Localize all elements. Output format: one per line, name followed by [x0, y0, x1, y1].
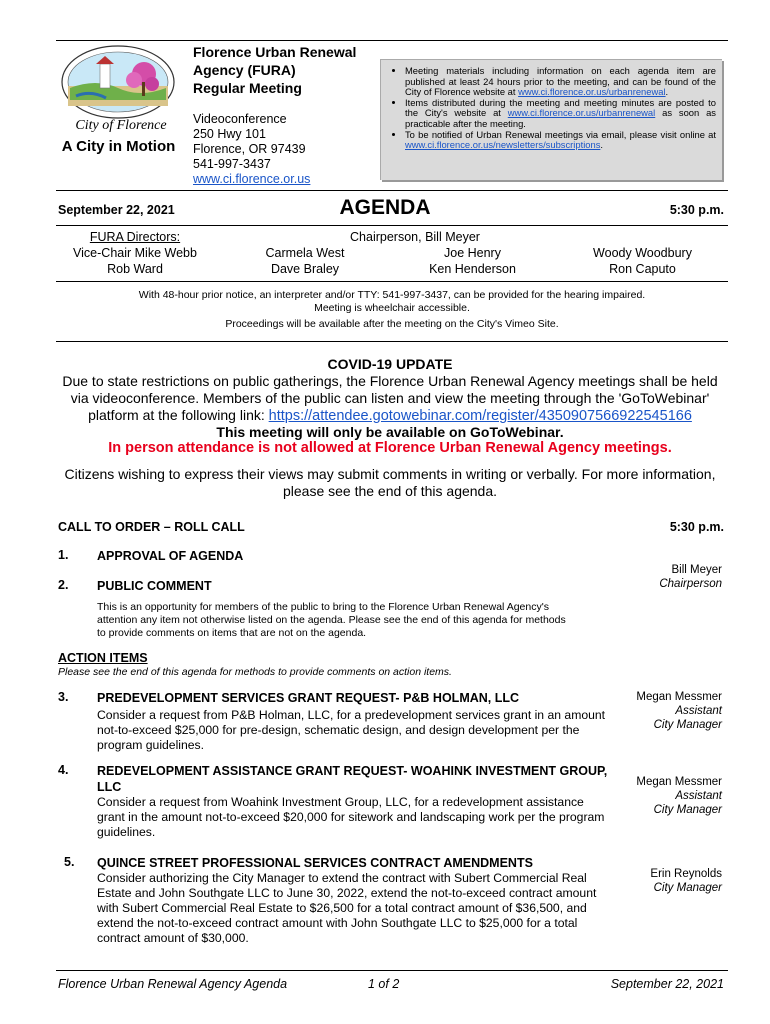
director-name: Joe Henry [444, 246, 501, 260]
meeting-time: 5:30 p.m. [669, 203, 724, 217]
director-name: Ron Caputo [609, 262, 676, 276]
item-number: 5. [64, 855, 75, 869]
staff-role: City Manager [653, 882, 722, 894]
item-description: Consider a request from P&B Holman, LLC, for a predevelopment services grant in an amount not-to-exceed $25,000 for pre-design, schematic design, and design development per the program guidelines. [97, 708, 606, 752]
director-name: Carmela West [265, 246, 345, 260]
accessibility-line: With 48-hour prior notice, an interpreter and/or TTY: 541-997-3437, can be provided for the hearing impaired. [138, 289, 646, 301]
notice-item: • To be notified of Urban Renewal meetings via email, please visit online at www.ci.florence.or.us/newsletters/subscriptions. [405, 130, 716, 151]
covid-body: via videoconference. Members of the public can listen and view the meeting through the 'GoToWebinar' [70, 390, 710, 406]
logo-tagline: A City in Motion [61, 138, 176, 155]
directors-col4 [570, 245, 715, 277]
citizens-note: please see the end of this agenda. [282, 483, 498, 499]
address-line: 250 Hwy 101 [193, 127, 266, 141]
action-items-note: Please see the end of this agenda for methods to provide comments on action items. [58, 666, 452, 678]
urbanrenewal-link[interactable]: www.ci.florence.or.us/urbanrenewal [518, 86, 666, 98]
item-description: Consider authorizing the City Manager to extend the contract with Subert Commercial Real Estate and John Southgate LLC to June 30, 2022, extend the not-to-exceed contract amount with Subert Commercial Real Estate to $26,500 for a total contract amount of $36,500, and extend the not-to-exceed contract amount with John Southgate LLC to $25,000 for a total contract amount of $30,000. [97, 871, 597, 945]
address-block [193, 112, 310, 187]
directors-left [60, 229, 210, 277]
director-name: Ken Henderson [429, 262, 516, 276]
website-link[interactable]: www.ci.florence.or.us [193, 172, 311, 186]
city-logo [56, 42, 181, 182]
staff-role: Assistant [675, 790, 722, 802]
address-line: 541-997-3437 [193, 157, 271, 171]
covid-heading: COVID-19 UPDATE [327, 356, 453, 372]
agenda-rule [56, 225, 728, 226]
title-line: Agency (FURA) [193, 62, 296, 78]
staff-role: Assistant [675, 705, 722, 717]
item-staff [659, 563, 722, 591]
item-title: PREDEVELOPMENT SERVICES GRANT REQUEST- P&B HOLMAN, LLC [97, 691, 520, 705]
footer-date: September 22, 2021 [610, 977, 724, 991]
title-line: Florence Urban Renewal [193, 44, 357, 60]
directors-col3 [400, 245, 545, 277]
address-line: Videoconference [193, 112, 287, 126]
accessibility-rule [56, 341, 728, 342]
staff-role: Chairperson [659, 578, 722, 590]
item-staff [636, 775, 722, 817]
vice-chair: Vice-Chair Mike Webb [73, 246, 197, 260]
directors-label: FURA Directors: [89, 230, 181, 244]
item-number: 3. [58, 690, 69, 704]
staff-role: City Manager [653, 804, 722, 816]
director-name: Woody Woodbury [593, 246, 692, 260]
item-staff [636, 690, 722, 732]
staff-name: Megan Messmer [636, 776, 722, 788]
accessibility-line: Meeting is wheelchair accessible. [314, 302, 470, 314]
item-number: 1. [58, 548, 69, 562]
notice-box [380, 59, 722, 180]
item-title: PUBLIC COMMENT [97, 579, 212, 593]
covid-body: platform at the following link: https://attendee.gotowebinar.com/register/4350907566922545166 [88, 407, 692, 424]
item-staff [650, 867, 722, 895]
directors-col2 [230, 245, 380, 277]
item-title: REDEVELOPMENT ASSISTANCE GRANT REQUEST- WOAHINK INVESTMENT GROUP, LLC [97, 764, 608, 794]
title-line: Regular Meeting [193, 80, 302, 96]
item-title: QUINCE STREET PROFESSIONAL SERVICES CONTRACT AMENDMENTS [97, 856, 533, 870]
agenda-title: AGENDA [339, 196, 431, 219]
staff-name: Bill Meyer [671, 564, 722, 576]
covid-alert: In person attendance is not allowed at Florence Urban Renewal Agency meetings. [108, 440, 672, 456]
action-items-heading: ACTION ITEMS [58, 651, 148, 665]
address-line: Florence, OR 97439 [193, 142, 306, 156]
agency-title [193, 43, 356, 97]
item-number: 4. [58, 763, 69, 777]
staff-name: Erin Reynolds [650, 868, 722, 880]
meeting-date: September 22, 2021 [58, 203, 175, 217]
vimeo-line: Proceedings will be available after the meeting on the City's Vimeo Site. [225, 318, 559, 330]
item-title: APPROVAL OF AGENDA [97, 549, 244, 563]
item-description: Consider a request from Woahink Investment Group, LLC, for a redevelopment assistance grant in the amount not-to-exceed $20,000 for sitework and landscaping work per the program guidelines. [97, 795, 605, 839]
top-rule [56, 40, 728, 41]
staff-name: Megan Messmer [636, 691, 722, 703]
subscriptions-link[interactable]: www.ci.florence.or.us/newsletters/subscriptions [405, 139, 601, 151]
gotowebinar-link[interactable]: https://attendee.gotowebinar.com/register/4350907566922545166 [268, 408, 692, 424]
item-number: 2. [58, 578, 69, 592]
city-seal-icon [56, 42, 181, 182]
item-description: This is an opportunity for members of the public to bring to the Florence Urban Renewal Agency's attention any item not otherwise listed on the agenda. Please see the end of this agenda for methods to provide comments on items that are not on the agenda. [97, 601, 566, 639]
notice-item: • Items distributed during the meeting and meeting minutes are posted to the City's website at www.ci.florence.or.us/urbanrenewal as soon as practicable after the meeting. [405, 98, 716, 130]
covid-bold-line: This meeting will only be available on GoToWebinar. [216, 424, 564, 440]
logo-text: City of Florence [75, 118, 167, 133]
director-name: Rob Ward [107, 262, 163, 276]
directors-rule [56, 281, 728, 282]
footer-left: Florence Urban Renewal Agency Agenda [58, 977, 288, 991]
footer-rule [56, 970, 728, 971]
urbanrenewal-link[interactable]: www.ci.florence.or.us/urbanrenewal [507, 107, 656, 119]
header-rule [56, 190, 728, 191]
citizens-note: Citizens wishing to express their views may submit comments in writing or verbally. For more information, [64, 466, 716, 482]
covid-body: Due to state restrictions on public gatherings, the Florence Urban Renewal Agency meetings shall be held [62, 373, 718, 389]
director-name: Dave Braley [270, 262, 340, 276]
call-to-order: CALL TO ORDER – ROLL CALL [58, 520, 245, 534]
page-number: 1 of 2 [368, 977, 400, 991]
call-to-order-time: 5:30 p.m. [669, 520, 724, 534]
chairperson: Chairperson, Bill Meyer [350, 230, 480, 244]
notice-item: • Meeting materials including information on each agenda item are published at least 24 hours prior to the meeting, and can be found of the City of Florence website at www.ci.florence.or.us/urbanrenewal. [405, 66, 716, 98]
staff-role: City Manager [653, 719, 722, 731]
